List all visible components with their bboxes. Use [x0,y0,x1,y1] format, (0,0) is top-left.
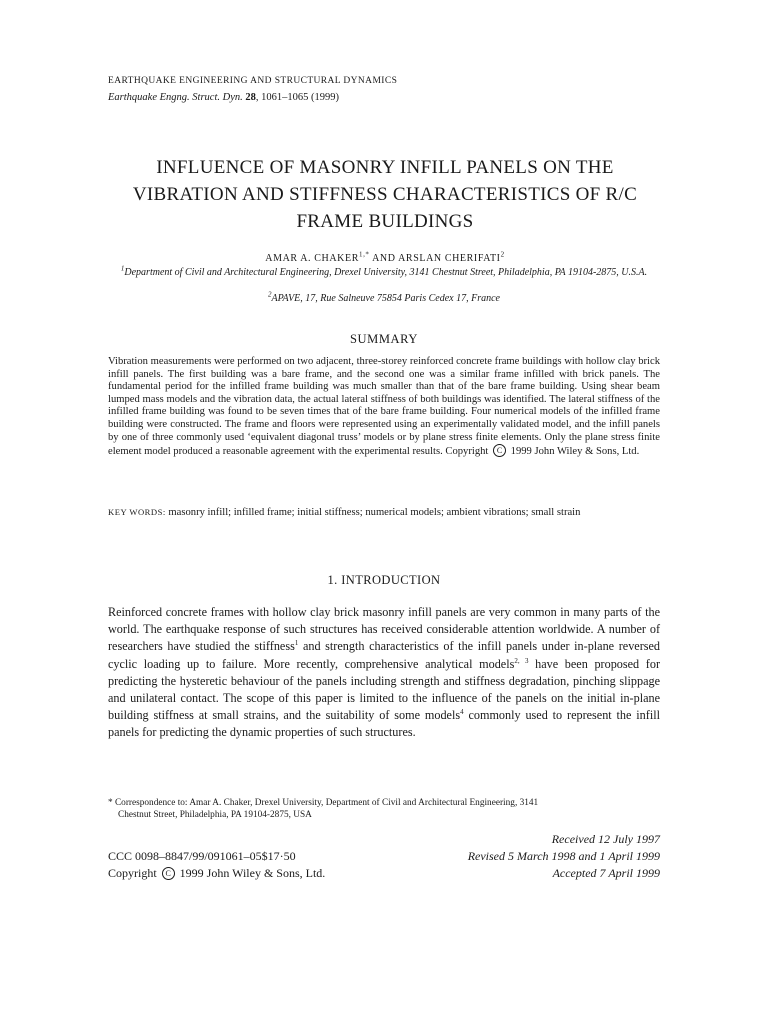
page-range: , 1061–1065 (1999) [255,92,339,103]
intro-text-4: commonly used to represent the infill panels for predicting the dynamic properties of such structures. [108,708,660,740]
summary-heading: SUMMARY [349,332,419,346]
summary-body: Vibration measurements were performed on two adjacent, three-storey reinforced concrete frame buildings with hollow clay brick infill panels. The first building was a bare frame, and the second one was a similar frame infilled with brick panels. The fundamental period for the infilled frame building was much smaller than that of the bare frame building. Using shear beam lumped mass models and the vibration data, the actual lateral stiffness of both buildings was identified. The lateral stiffness of the infilled frame building was found to be seven times that of the bare frame building. Four numerical models of the infilled frame building were constructed. The frame and floors were represented using an experimentally validated model, and the infill panels by one of three commonly used ‘equivalent diagonal truss’ models or by plane stress finite elements. Only the plane stress finite element model produced a reasonable agreement with the experimental results. Copyright [108,356,660,458]
publication-info [108,848,325,882]
reference-2-3: 2, 3 [514,656,529,665]
author-2: ARSLAN CHERIFATI [398,253,501,264]
correspondence-footnote [108,797,660,821]
journal-name: EARTHQUAKE ENGINEERING AND STRUCTURAL DYNAMICS [108,76,398,86]
reference-4: 4 [460,708,464,717]
received-date: Received 12 July 1997 [551,832,660,846]
keywords-label: KEY WORDS: [108,507,166,517]
footer-copyright [108,865,325,882]
author-2-marker: 2 [500,250,505,259]
summary-abstract [108,356,660,459]
author-1-marker: 1,* [358,250,370,259]
affiliation-1 [108,264,660,279]
affiliation-2-marker: 2 [268,290,272,299]
intro-text-3: have been proposed for predicting the hysteretic behaviour of the panels including strength and stiffness degradation, pinching slippage and unilateral contact. The scope of this paper is limited to the influence of the panels on the initial in-plane building stiffness at small strains, and the suitability of some models [108,656,661,723]
title-line-2: VIBRATION AND STIFFNESS CHARACTERISTICS OF R/C [132,184,638,205]
affiliation-1-text: Department of Civil and Architectural Engineering, Drexel University, 3141 Chestnut Street, Philadelphia, PA 19104-2875, U.S.A. [124,267,648,278]
reference-1: 1 [294,639,299,648]
title-line-3: FRAME BUILDINGS [296,211,474,232]
summary-copyright: 1999 John Wiley & Sons, Ltd. [508,446,640,458]
author-line [100,250,670,264]
copyright-prefix: Copyright [108,866,160,880]
volume-number: 28 [245,92,256,103]
affiliation-2-text: APAVE, 17, Rue Salneuve 75854 Paris Cedex 17, France [271,293,500,304]
copyright-icon: C [493,444,506,457]
author-conjunction: AND [369,253,399,264]
keywords [108,505,660,520]
author-1: AMAR A. CHAKER [265,253,359,264]
accepted-date: Accepted 7 April 1999 [552,866,660,880]
journal-abbrev: Earthquake Engng. Struct. Dyn. [108,92,243,103]
intro-text-1: Reinforced concrete frames with hollow clay brick masonry infill panels are very common in many parts of the world. The earthquake response of such structures has received considerable attention worldwide. A number of researchers have studied the stiffness [108,605,660,654]
introduction-paragraph [108,604,660,742]
revised-date: Revised 5 March 1998 and 1 April 1999 [467,849,660,863]
ccc-code: CCC 0098–8847/99/091061–05$17·50 [108,849,296,863]
paper-title [90,154,680,235]
journal-citation [108,92,339,103]
keywords-list: masonry infill; infilled frame; initial stiffness; numerical models; ambient vibrations; small strain [165,507,581,518]
footnote-line-1: * Correspondence to: Amar A. Chaker, Drexel University, Department of Civil and Architectural Engineering, 3141 [108,798,539,808]
title-line-1: INFLUENCE OF MASONRY INFILL PANELS ON THE [156,157,614,178]
footnote-line-2: Chestnut Street, Philadelphia, PA 19104-2875, USA [118,810,312,820]
copyright-holder: 1999 John Wiley & Sons, Ltd. [176,866,326,880]
affiliation-2 [108,290,660,304]
intro-text-2: and strength characteristics of the infill panels under in-plane reversed cyclic loading up to failure. More recently, comprehensive analytical models [108,639,660,671]
affiliation-1-marker: 1 [120,264,125,273]
copyright-icon: C [162,867,175,880]
section-heading-introduction: 1. INTRODUCTION [327,573,441,587]
submission-dates [468,831,660,882]
